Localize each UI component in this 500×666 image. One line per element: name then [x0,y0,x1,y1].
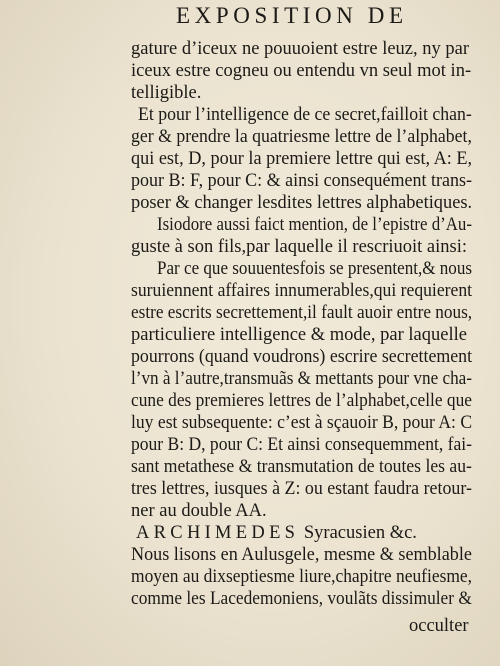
archimedes-caps: ARCHIMEDES [136,523,300,543]
text-line: luy est subsequente: c’est à sçauoir B, pour A: C [131,413,473,433]
text-line: Et pour l’intelligence de ce secret,failloit chan- [138,105,472,125]
text-line: telligible. [131,83,202,103]
running-head: EXPOSITION DE [176,3,408,28]
text-line: particuliere intelligence & mode, par laquelle [131,325,467,345]
text-line: moyen au dixseptiesme liure,chapitre neufiesme, [131,567,473,587]
text-line: Isiodore aussi faict mention, de l’epistre d’Au- [157,215,472,235]
text-line: sant metathese & transmutation de toutes les au- [131,457,472,477]
text-line: qui est, D, pour la premiere lettre qui est, A: E, [131,149,473,169]
text-line: gature d’iceux ne pouuoient estre leuz, ny par [131,39,470,59]
text-line: cune des premieres lettres de l’alphabet,celle que [131,391,473,411]
text-line: comme les Lacedemoniens, voulãts dissimuler & [131,589,472,609]
text-line: Par ce que souuentesfois se presentent,& nous [157,259,473,279]
text-line: pour B: D, pour C: Et ainsi consequemment, fai- [131,435,472,455]
text-line: tres lettres, iusques à Z: ou estant faudra retour- [131,479,472,499]
archimedes-rest: Syracusien &c. [303,523,417,543]
text-line: guste à son fils,par laquelle il rescriuoit ainsi: [131,237,467,257]
text-line: estre escrits secrettement,il fault auoir entre nous, [131,303,473,323]
text-line: ger & prendre la quatriesme lettre de l’alphabet, [131,127,472,147]
text-line: poser & changer lesdites lettres alphabetiques. [131,193,473,213]
catchword: occulter [409,616,469,636]
archimedes-line [136,522,417,544]
text-line: l’vn à l’autre,transmuãs & mettants pour vne cha- [131,369,472,389]
text-line: iceux estre cogneu ou entendu vn seul mot in- [131,61,472,81]
text-line: pour B: F, pour C: & ainsi consequément trans- [131,171,473,191]
text-line: pourrons (quand voudrons) escrire secrettement [131,347,473,367]
text-line: suruiennent affaires innumerables,qui requierent [131,281,473,301]
text-line: ner au double AA. [131,501,267,521]
text-line: Nous lisons en Aulusgele, mesme & semblable [131,545,472,565]
